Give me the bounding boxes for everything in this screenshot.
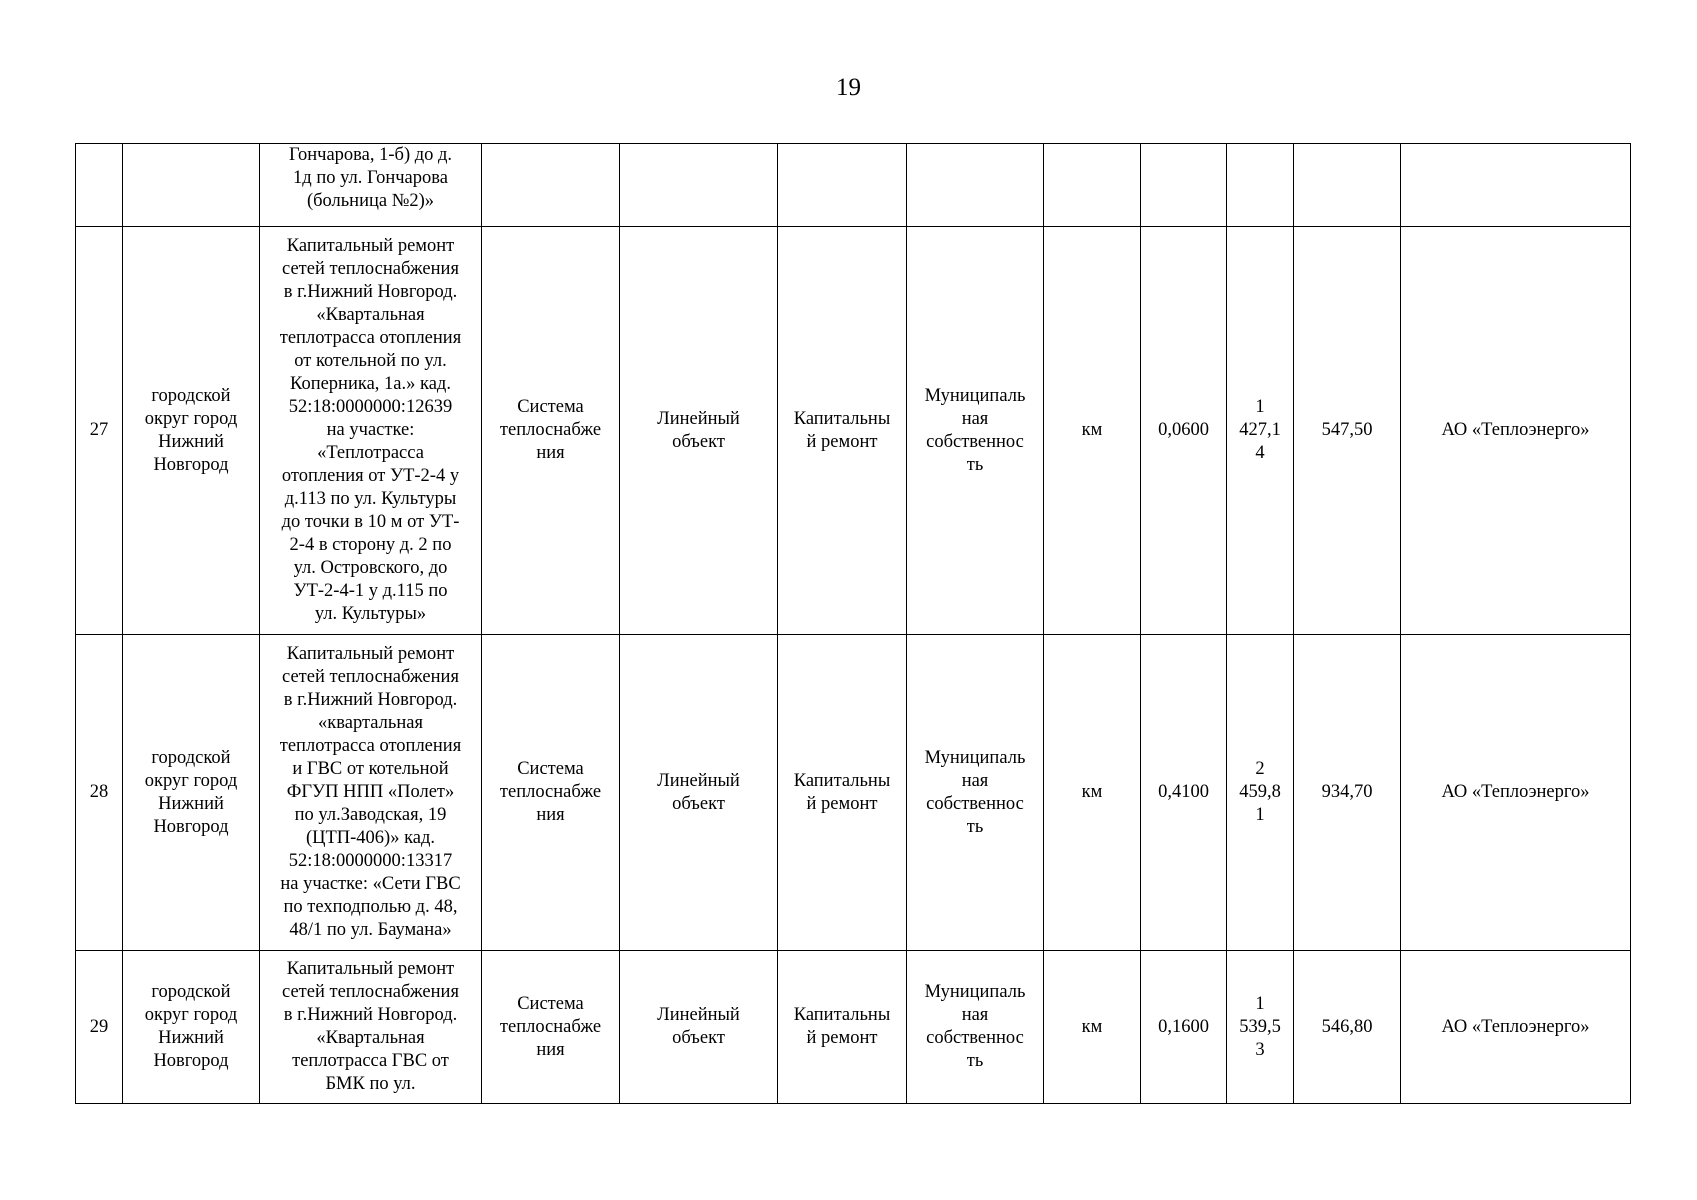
cell-cost: 1 539,5 3 [1227, 951, 1294, 1104]
cell-system: Система теплоснабже ния [482, 635, 620, 951]
cell-no: 29 [76, 951, 123, 1104]
cell-ownership: Муниципаль ная собственнос ть [907, 635, 1044, 951]
cell-length: 0,4100 [1141, 635, 1227, 951]
cell-unit [1044, 144, 1141, 227]
cell-ownership [907, 144, 1044, 227]
table-row-continued [76, 144, 1631, 227]
cell-amount: 934,70 [1294, 635, 1401, 951]
cell-object-type: Линейный объект [620, 227, 778, 635]
cell-no [76, 144, 123, 227]
cell-cost [1227, 144, 1294, 227]
cell-organization: АО «Теплоэнерго» [1401, 635, 1631, 951]
cell-object-type: Линейный объект [620, 635, 778, 951]
cell-municipality: городской округ город Нижний Новгород [123, 951, 260, 1104]
cell-description: Капитальный ремонт сетей теплоснабжения в г.Нижний Новгород. «Квартальная теплотрасса ГВС от БМК по ул. [260, 951, 482, 1104]
cell-municipality: городской округ город Нижний Новгород [123, 227, 260, 635]
cell-description: Капитальный ремонт сетей теплоснабжения в г.Нижний Новгород. «Квартальная теплотрасса отопления от котельной по ул. Коперника, 1а.» кад. 52:18:0000000:12639 на участке: «Теплотрасса отопления от УТ-2-4 у д.113 по ул. Культуры до точки в 10 м от УТ- 2-4 в сторону д. 2 по ул. Островского, до УТ-2-4-1 у д.115 по ул. Культуры» [260, 227, 482, 635]
cell-organization: АО «Теплоэнерго» [1401, 227, 1631, 635]
cell-organization [1401, 144, 1631, 227]
cell-work-type: Капитальны й ремонт [778, 951, 907, 1104]
capital-repair-table [75, 143, 1631, 1104]
cell-ownership: Муниципаль ная собственнос ть [907, 227, 1044, 635]
cell-cost: 2 459,8 1 [1227, 635, 1294, 951]
cell-no: 27 [76, 227, 123, 635]
cell-system: Система теплоснабже ния [482, 951, 620, 1104]
cell-unit: км [1044, 951, 1141, 1104]
cell-cost: 1 427,1 4 [1227, 227, 1294, 635]
cell-amount [1294, 144, 1401, 227]
cell-organization: АО «Теплоэнерго» [1401, 951, 1631, 1104]
cell-unit: км [1044, 635, 1141, 951]
cell-object-type [620, 144, 778, 227]
cell-amount: 547,50 [1294, 227, 1401, 635]
page-number: 19 [836, 74, 861, 101]
cell-description: Гончарова, 1-б) до д. 1д по ул. Гончарова (больница №2)» [260, 144, 482, 227]
table-row [76, 635, 1631, 951]
cell-municipality: городской округ город Нижний Новгород [123, 635, 260, 951]
cell-length [1141, 144, 1227, 227]
cell-system [482, 144, 620, 227]
cell-description: Капитальный ремонт сетей теплоснабжения в г.Нижний Новгород. «квартальная теплотрасса отопления и ГВС от котельной ФГУП НПП «Полет» по ул.Заводская, 19 (ЦТП-406)» кад. 52:18:0000000:13317 на участке: «Сети ГВС по техподполью д. 48, 48/1 по ул. Баумана» [260, 635, 482, 951]
cell-no: 28 [76, 635, 123, 951]
cell-work-type [778, 144, 907, 227]
cell-amount: 546,80 [1294, 951, 1401, 1104]
cell-system: Система теплоснабже ния [482, 227, 620, 635]
table-row [76, 227, 1631, 635]
cell-length: 0,0600 [1141, 227, 1227, 635]
cell-length: 0,1600 [1141, 951, 1227, 1104]
cell-work-type: Капитальны й ремонт [778, 227, 907, 635]
cell-ownership: Муниципаль ная собственнос ть [907, 951, 1044, 1104]
cell-municipality [123, 144, 260, 227]
cell-work-type: Капитальны й ремонт [778, 635, 907, 951]
cell-unit: км [1044, 227, 1141, 635]
table-row [76, 951, 1631, 1104]
cell-object-type: Линейный объект [620, 951, 778, 1104]
